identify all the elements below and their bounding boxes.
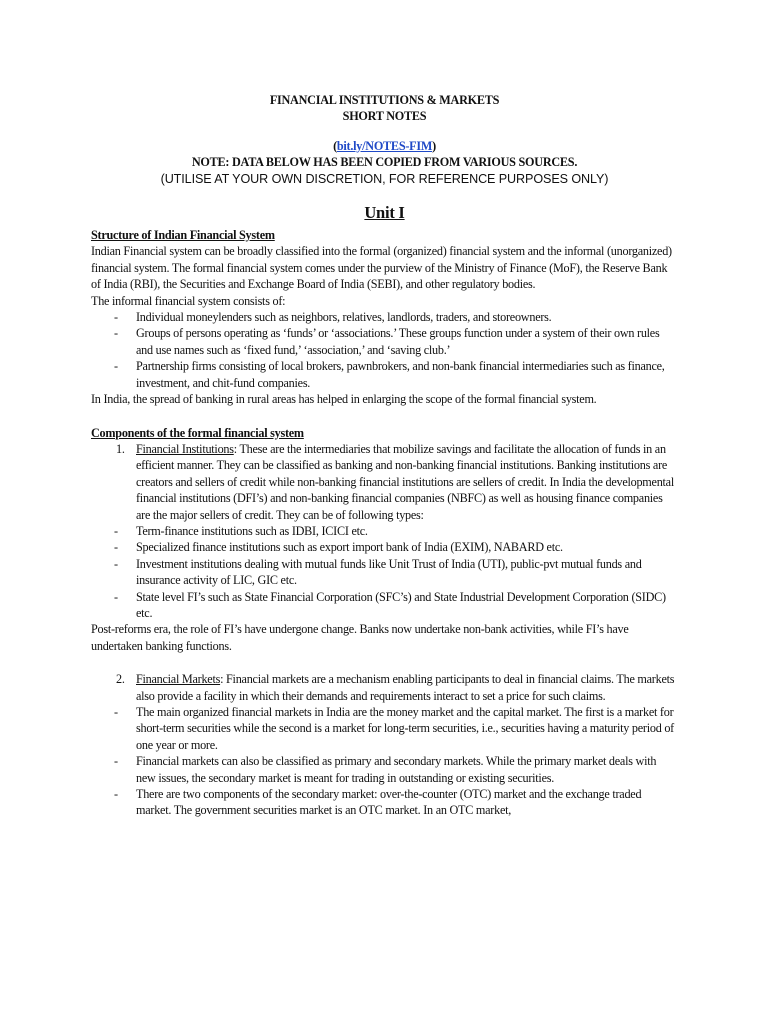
list-item <box>91 589 678 622</box>
components-list-1 <box>91 441 678 523</box>
dash-marker: - <box>114 787 118 802</box>
disclaimer: (UTILISE AT YOUR OWN DISCRETION, FOR REFERENCE PURPOSES ONLY) <box>160 171 609 186</box>
post-reforms-paragraph: Post-reforms era, the role of FI’s have undergone change. Banks now undertake non-bank activities, while FI’s have undertaken banking functions. <box>91 622 629 653</box>
dash-marker: - <box>114 523 118 538</box>
section-heading-structure: Structure of Indian Financial System <box>91 228 275 243</box>
list-item-text: There are two components of the secondary market: over-the-counter (OTC) market and the exchange traded market. The government securities market is an OTC market. In an OTC market, <box>136 787 642 818</box>
list-item-text: The main organized financial markets in India are the money market and the capital market. The first is a market for short-term securities while the second is a market for long-term securities, i.e., securities having a maturity period of one year or more. <box>136 705 674 752</box>
list-item-text: Specialized finance institutions such as export import bank of India (EXIM), NABARD etc. <box>136 540 563 555</box>
structure-intro: Indian Financial system can be broadly classified into the formal (organized) financial system and the informal (unorganized) financial system. The formal financial system comes under the purview of the Ministry of Finance (MoF), the Reserve Bank of India (RBI), the Securities and Exchange Board of India (SEBI), and other regulatory bodies. <box>91 244 672 292</box>
list-item <box>91 539 678 555</box>
source-note: NOTE: DATA BELOW HAS BEEN COPIED FROM VARIOUS SOURCES. <box>191 155 578 170</box>
item-number: 2. <box>116 672 125 687</box>
notes-link-line <box>91 138 678 154</box>
list-item-text: Term-finance institutions such as IDBI, ICICI etc. <box>136 523 368 538</box>
list-item-text: Individual moneylenders such as neighbors, relatives, landlords, traders, and storeowners. <box>136 310 552 325</box>
list-item-text: Investment institutions dealing with mutual funds like Unit Trust of India (UTI), public-pvt mutual funds and insurance activity of LIC, GIC etc. <box>136 556 642 588</box>
term-financial-institutions: Financial Institutions <box>136 441 234 456</box>
list-item <box>91 753 678 786</box>
dash-marker: - <box>114 359 118 374</box>
dash-marker: - <box>114 754 118 769</box>
informal-lead: The informal financial system consists of: <box>91 293 286 308</box>
link-paren-close: ) <box>432 138 436 153</box>
list-item-text: Groups of persons operating as ‘funds’ or ‘associations.’ These groups function under a system of their own rules and use names such as ‘fixed fund,’ ‘association,’ and ‘saving club.’ <box>136 326 660 357</box>
dash-marker: - <box>114 310 118 325</box>
link-paren-open: ( <box>333 138 337 153</box>
structure-closing: In India, the spread of banking in rural areas has helped in enlarging the scope of the formal financial system. <box>91 392 597 407</box>
list-item <box>91 556 678 589</box>
list-item <box>91 325 678 358</box>
list-item <box>91 786 678 819</box>
components-list-2 <box>91 671 678 704</box>
dash-marker: - <box>114 705 118 719</box>
section-heading-components: Components of the formal financial system <box>91 425 304 440</box>
financial-markets-text: : Financial markets are a mechanism enabling participants to deal in financial claims. The markets also provide a facility in which their demands and requirements interact to set a price for such claims. <box>136 672 675 703</box>
list-item <box>91 309 678 325</box>
unit-title: Unit I <box>364 203 405 223</box>
fm-points-list <box>91 704 678 819</box>
list-item-text: Financial markets can also be classified as primary and secondary markets. While the primary market deals with new issues, the secondary market is meant for trading in outstanding or existing securities. <box>136 754 657 785</box>
dash-marker: - <box>114 556 118 571</box>
dash-marker: - <box>114 589 118 604</box>
term-financial-markets: Financial Markets <box>136 672 221 687</box>
item-number: 1. <box>116 441 125 456</box>
list-item <box>91 358 678 391</box>
dash-marker: - <box>114 326 118 341</box>
list-item-text: Partnership firms consisting of local brokers, pawnbrokers, and non-bank financial intermediaries such as finance, investment, and chit-fund companies. <box>136 359 665 390</box>
list-item <box>91 523 678 539</box>
informal-list <box>91 309 678 391</box>
dash-marker: - <box>114 540 118 555</box>
fi-types-list <box>91 523 678 621</box>
list-item <box>91 704 678 753</box>
document-subtitle: SHORT NOTES <box>342 109 427 124</box>
financial-institutions-text: : These are the intermediaries that mobilize savings and facilitate the allocation of funds in an efficient manner. They can be classified as banking and non-banking financial institutions. Banking institutions are creators and sellers of credit while non-banking financial institutions are sellers of credit. In India the developmental financial institutions (DFI’s) and non-banking financial companies (NBFC) as well as housing finance companies are the major sellers of credit. They can be of following types: <box>136 441 674 522</box>
document-title: FINANCIAL INSTITUTIONS & MARKETS <box>269 93 500 107</box>
list-item <box>91 441 678 523</box>
list-item <box>91 671 678 704</box>
list-item-text: State level FI’s such as State Financial Corporation (SFC’s) and State Industrial Development Corporation (SIDC) etc. <box>136 589 666 620</box>
notes-link[interactable]: bit.ly/NOTES-FIM <box>336 138 433 153</box>
